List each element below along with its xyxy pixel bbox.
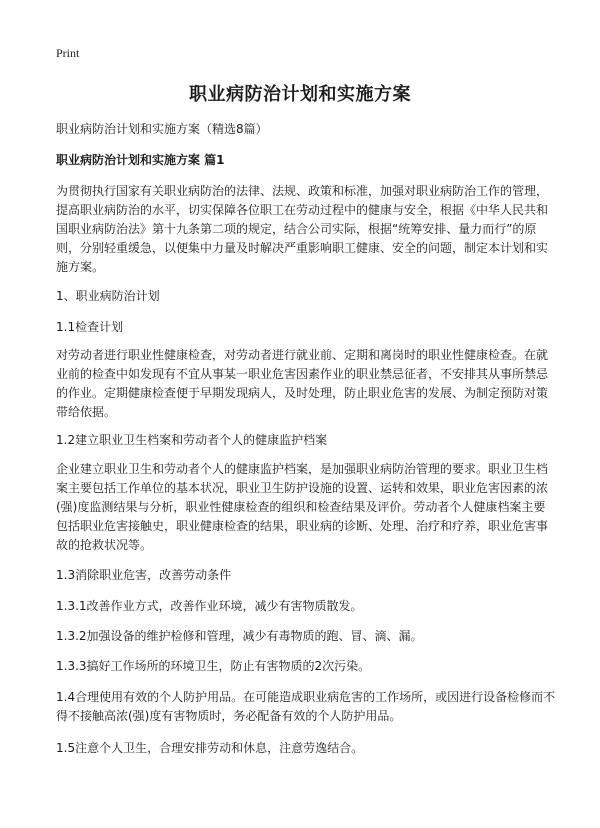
paragraph-1-4: 1.4合理使用有效的个人防护用品。在可能造成职业病危害的工作场所，或因进行设备检修而不得不接触高浓(强)度有害物质时，务必配备有效的个人防护用品。 — [56, 690, 556, 723]
intro-paragraph: 为贯彻执行国家有关职业病防治的法律、法规、政策和标准，加强对职业病防治工作的管理，提高职业病防治的水平，切实保障各位职工在劳动过程中的健康与安全，根据《中华人民共和国职业病防治法》第十九条第二项的规定，结合公司实际，根据“统筹安排、量力而行”的原则，分别轻重缓急，以便集中力量及时解决严重影响职工健康、安全的问题，制定本计划和实施方案。 — [56, 184, 549, 274]
paragraph-1-1: 对劳动者进行职业性健康检查，对劳动者进行就业前、定期和离岗时的职业性健康检查。在就业前的检查中如发现有不宜从事某一职业危害因素作业的职业禁忌征者，不安排其从事所禁忌的作业。定期健康检查便于早期发现病人，及时处理，防止职业危害的发展、为制定预防对策带给依据。 — [56, 348, 549, 419]
page-title: 职业病防治计划和实施方案 — [189, 84, 411, 105]
subsection-heading-1-2: 1.2建立职业卫生档案和劳动者个人的健康监护档案 — [56, 433, 328, 447]
article-heading: 职业病防治计划和实施方案 篇1 — [56, 153, 225, 167]
document-subtitle: 职业病防治计划和实施方案（精选8篇） — [56, 122, 268, 136]
print-link[interactable]: Print — [56, 46, 80, 60]
item-1-3-1: 1.3.1改善作业方式，改善作业环境，减少有害物质散发。 — [56, 599, 363, 613]
subsection-heading-1-1: 1.1检查计划 — [56, 320, 124, 334]
section-heading-1: 1、职业病防治计划 — [56, 289, 160, 303]
subsection-heading-1-3: 1.3消除职业危害，改善劳动条件 — [56, 568, 232, 582]
item-1-3-2: 1.3.2加强设备的维护检修和管理，减少有毒物质的跑、冒、滴、漏。 — [56, 629, 423, 643]
item-1-3-3: 1.3.3搞好工作场所的环境卫生，防止有害物质的2次污染。 — [56, 659, 371, 673]
paragraph-1-2: 企业建立职业卫生和劳动者个人的健康监护档案，是加强职业病防治管理的要求。职业卫生档案主要包括工作单位的基本状况，职业卫生防护设施的设置、运转和效果，职业危害因素的浓(强)度监测结果与分析，职业性健康检查的组织和检查结果及评价。劳动者个人健康档案主要包括职业危害接触史，职业健康检查的结果，职业病的诊断、处理、治疗和疗养，职业危害事故的抢救状况等。 — [56, 462, 549, 552]
paragraph-1-5: 1.5注意个人卫生，合理安排劳动和休息，注意劳逸结合。 — [56, 741, 364, 755]
